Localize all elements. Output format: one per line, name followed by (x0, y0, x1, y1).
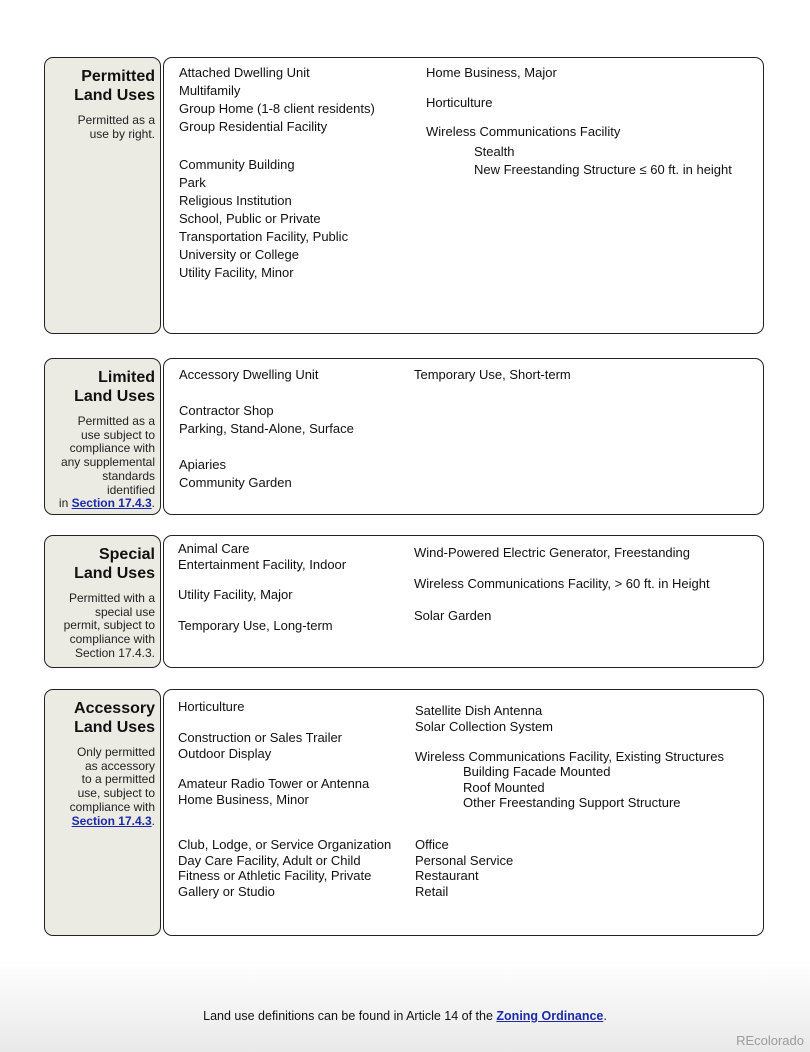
limited-content (163, 358, 764, 515)
special-item-solar: Solar Garden (414, 608, 492, 623)
land-use-item: University or College (179, 247, 299, 262)
land-use-item: Parking, Stand-Alone, Surface (179, 421, 354, 436)
accessory-list-2 (178, 730, 342, 761)
accessory-list-3 (178, 776, 369, 807)
limited-description (51, 415, 155, 511)
land-use-item: Gallery or Studio (178, 883, 275, 899)
limited-title: Limited Land Uses (74, 369, 155, 405)
permitted-list-1 (179, 64, 375, 136)
special-item-temporary: Temporary Use, Long-term (178, 618, 333, 633)
accessory-list-6 (415, 837, 513, 899)
permitted-item-wireless: Wireless Communications Facility (426, 124, 621, 139)
land-use-item: Group Home (1-8 client residents) (179, 101, 375, 116)
land-use-item: Apiaries (179, 457, 226, 472)
permitted-sidebar (44, 57, 161, 334)
accessory-description-text: Only permitted as accessory to a permitted use, subject to compliance with (69, 745, 155, 814)
land-use-item: Home Business, Minor (178, 791, 309, 807)
land-use-item: Transportation Facility, Public (179, 229, 349, 244)
limited-section-link[interactable]: Section 17.4.3 (71, 496, 152, 511)
limited-sidebar (44, 358, 161, 515)
accessory-sidebar (44, 689, 161, 936)
accessory-wireless-sublist (463, 764, 681, 811)
land-use-item: New Freestanding Structure ≤ 60 ft. in height (474, 162, 732, 177)
land-use-item: Group Residential Facility (179, 119, 328, 134)
page-bottom-fade (0, 960, 810, 1052)
land-use-item: Personal Service (415, 852, 514, 868)
land-use-item: Day Care Facility, Adult or Child (178, 852, 361, 868)
limited-description-end: . (151, 496, 155, 511)
land-use-item: Stealth (474, 144, 515, 159)
permitted-description: Permitted as a use by right. (77, 113, 155, 141)
permitted-title: Permitted Land Uses (74, 68, 155, 104)
accessory-list-5 (415, 703, 553, 734)
accessory-description-end: . (151, 813, 155, 828)
land-use-item: Other Freestanding Support Structure (463, 795, 681, 810)
land-use-item: Amateur Radio Tower or Antenna (178, 776, 370, 791)
land-use-item: Solar Collection System (415, 718, 553, 734)
land-use-item: Fitness or Athletic Facility, Private (178, 868, 372, 883)
limited-description-text: Permitted as a use subject to compliance with any supplemental standards identified in (58, 414, 155, 511)
land-use-item: Animal Care (178, 541, 250, 556)
land-use-item: Outdoor Display (178, 745, 272, 761)
limited-item-adu: Accessory Dwelling Unit (179, 367, 319, 382)
special-list-1 (178, 541, 346, 572)
limited-list-3 (179, 456, 292, 492)
permitted-content (163, 57, 764, 334)
land-use-item: Office (415, 837, 449, 852)
special-item-utility: Utility Facility, Major (178, 587, 293, 602)
special-description: Permitted with a special use permit, subject to compliance with Section 17.4.3. (63, 591, 155, 660)
special-item-wind: Wind-Powered Electric Generator, Freestanding (414, 545, 691, 560)
land-use-item: Contractor Shop (179, 403, 274, 418)
land-use-item: Attached Dwelling Unit (179, 65, 310, 80)
accessory-content (163, 689, 764, 936)
limited-list-2 (179, 402, 354, 438)
land-use-item: Club, Lodge, or Service Organization (178, 837, 392, 852)
accessory-description (51, 746, 155, 828)
special-sidebar (44, 535, 161, 668)
zoning-ordinance-link[interactable]: Zoning Ordinance (496, 1009, 604, 1023)
land-use-item: Construction or Sales Trailer (178, 730, 343, 745)
special-section (44, 535, 764, 668)
land-use-item: Park (179, 175, 206, 190)
land-use-item: Community Garden (179, 475, 292, 490)
accessory-title: Accessory Land Uses (74, 700, 155, 736)
footer-text: Land use definitions can be found in Article 14 of the (203, 1009, 497, 1023)
land-use-item: Community Building (179, 157, 295, 172)
limited-item-temporary: Temporary Use, Short-term (414, 367, 571, 382)
permitted-section (44, 57, 764, 334)
land-use-item: Roof Mounted (463, 779, 545, 795)
special-title: Special Land Uses (74, 546, 155, 582)
footer-note (0, 1009, 810, 1023)
permitted-item-horticulture: Horticulture (426, 95, 493, 110)
accessory-section-link[interactable]: Section 17.4.3 (71, 813, 152, 828)
limited-section (44, 358, 764, 515)
land-use-item: Building Facade Mounted (463, 764, 611, 779)
land-use-item: School, Public or Private (179, 211, 321, 226)
land-use-item: Multifamily (179, 83, 241, 98)
watermark: REcolorado (736, 1033, 804, 1048)
footer-end: . (603, 1009, 607, 1023)
permitted-wireless-sublist (474, 143, 732, 179)
accessory-list-4 (178, 837, 391, 899)
land-use-item: Entertainment Facility, Indoor (178, 556, 347, 572)
accessory-item-wireless: Wireless Communications Facility, Existing Structures (415, 749, 724, 764)
land-use-item: Restaurant (415, 868, 479, 883)
accessory-item-horticulture: Horticulture (178, 699, 245, 714)
permitted-item-home-business: Home Business, Major (426, 65, 557, 80)
special-item-wireless: Wireless Communications Facility, > 60 ft. in Height (414, 576, 710, 591)
land-use-item: Satellite Dish Antenna (415, 703, 543, 718)
accessory-section (44, 689, 764, 936)
permitted-list-2 (179, 156, 348, 282)
special-content (163, 535, 764, 668)
land-use-item: Religious Institution (179, 193, 292, 208)
land-use-item: Utility Facility, Minor (179, 265, 294, 280)
land-use-item: Retail (415, 883, 449, 899)
